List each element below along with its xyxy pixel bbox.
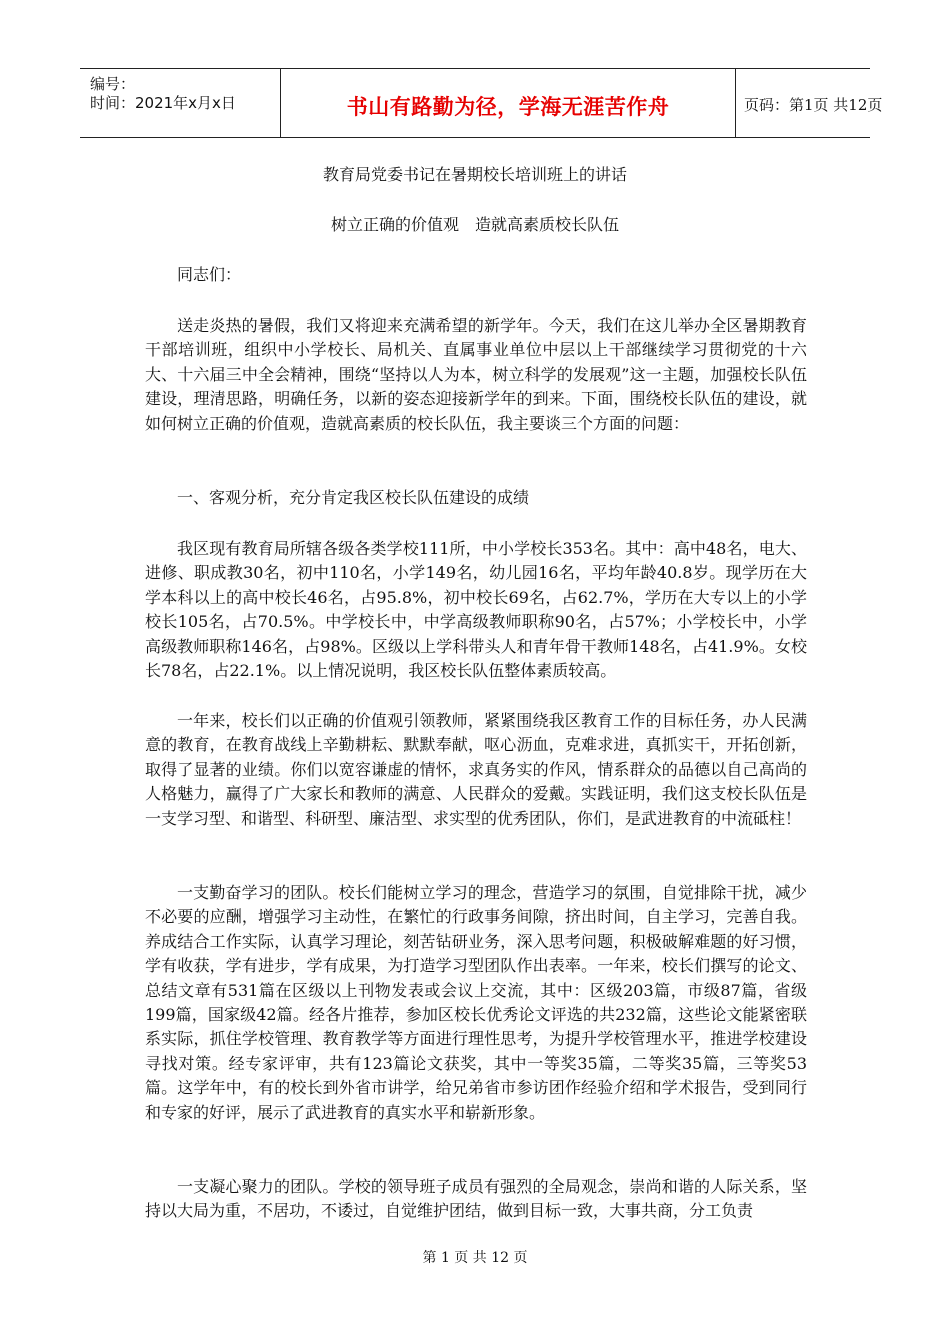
section-heading: 一、客观分析，充分肯定我区校长队伍建设的成绩 <box>177 488 530 507</box>
greeting: 同志们： <box>177 265 242 284</box>
page-header <box>80 68 883 138</box>
header-meta-cell <box>80 69 281 137</box>
document-subtitle: 树立正确的价值观 造就高素质校长队伍 <box>330 215 619 234</box>
date-label: 时间：2021年x月x日 <box>90 94 236 112</box>
document-title: 教育局党委书记在暑期校长培训班上的讲话 <box>322 165 627 184</box>
header-page-cell <box>736 69 883 137</box>
header-page-info: 页码：第1页 共12页 <box>744 96 883 114</box>
page-footer-number: 第 1 页 共 12 页 <box>422 1250 528 1266</box>
paragraph-intro: 送走炎热的暑假，我们又将迎来充满希望的新学年。今天，我们在这儿举办全区暑期教育干部培训班，组织中小学校长、局机关、直属事业单位中层以上干部继续学习贯彻党的十六大、十六届三中全会精神，围绕“坚持以人为本，树立科学的发展观”这一主题，加强校长队伍建设，理清思路，明确任务，以新的姿态迎接新学年的到来。下面，围绕校长队伍的建设，就如何树立正确的价值观，造就高素质的校长队伍，我主要谈三个方面的问题： <box>145 316 807 433</box>
paragraph-achievements: 一年来，校长们以正确的价值观引领教师，紧紧围绕我区教育工作的目标任务，办人民满意的教育，在教育战线上辛勤耕耘、默默奉献，呕心沥血，克难求进，真抓实干，开拓创新，取得了显著的业绩。你们以宽容谦虚的情怀，求真务实的作风，情系群众的品德以自己高尚的人格魅力，赢得了广大家长和教师的满意、人民群众的爱戴。实践证明，我们这支校长队伍是一支学习型、和谐型、科研型、廉洁型、求实型的优秀团队，你们，是武进教育的中流砥柱！ <box>145 711 807 828</box>
header-motto: 书山有路勤为径，学海无涯苦作舟 <box>346 95 670 119</box>
paragraph-cohesive-team: 一支凝心聚力的团队。学校的领导班子成员有强烈的全局观念，崇尚和谐的人际关系，坚持以大局为重，不居功，不诿过，自觉维护团结，做到目标一致，大事共商，分工负责 <box>145 1177 807 1221</box>
paragraph-statistics: 我区现有教育局所辖各级各类学校111所，中小学校长353名。其中：高中48名，电大、进修、职成教30名，初中110名，小学149名，幼儿园16名，平均年龄40.8岁。现学历在大学本科以上的高中校长46名，占95.8%，初中校长69名，占62.7%，学历在大专以上的小学校长105名，占70.5%。中学校长中，中学高级教师职称90名，占57%；小学校长中，小学高级教师职称146名，占98%。区级以上学科带头人和青年骨干教师148名，占41.9%。女校长78名，占22.1%。以上情况说明，我区校长队伍整体素质较高。 <box>145 539 807 681</box>
serial-label: 编号： <box>90 75 136 93</box>
paragraph-learning-team: 一支勤奋学习的团队。校长们能树立学习的理念，营造学习的氛围，自觉排除干扰，减少不必要的应酬，增强学习主动性，在繁忙的行政事务间隙，挤出时间，自主学习，完善自我。养成结合工作实际，认真学习理论，刻苦钻研业务，深入思考问题，积极破解难题的好习惯，学有收获，学有进步，学有成果，为打造学习型团队作出表率。一年来，校长们撰写的论文、总结文章有531篇在区级以上刊物发表或会议上交流，其中：区级203篇，市级87篇，省级199篇，国家级42篇。经各片推荐，参加区校长优秀论文评选的共232篇，这些论文能紧密联系实际，抓住学校管理、教育教学等方面进行理性思考，为提升学校管理水平，推进学校建设寻找对策。经专家评审，共有123篇论文获奖，其中一等奖35篇，二等奖35篇，三等奖53篇。这学年中，有的校长到外省市讲学，给兄弟省市参访团作经验介绍和学术报告，受到同行和专家的好评，展示了武进教育的真实水平和崭新形象。 <box>145 883 807 1122</box>
header-motto-cell <box>281 69 736 137</box>
